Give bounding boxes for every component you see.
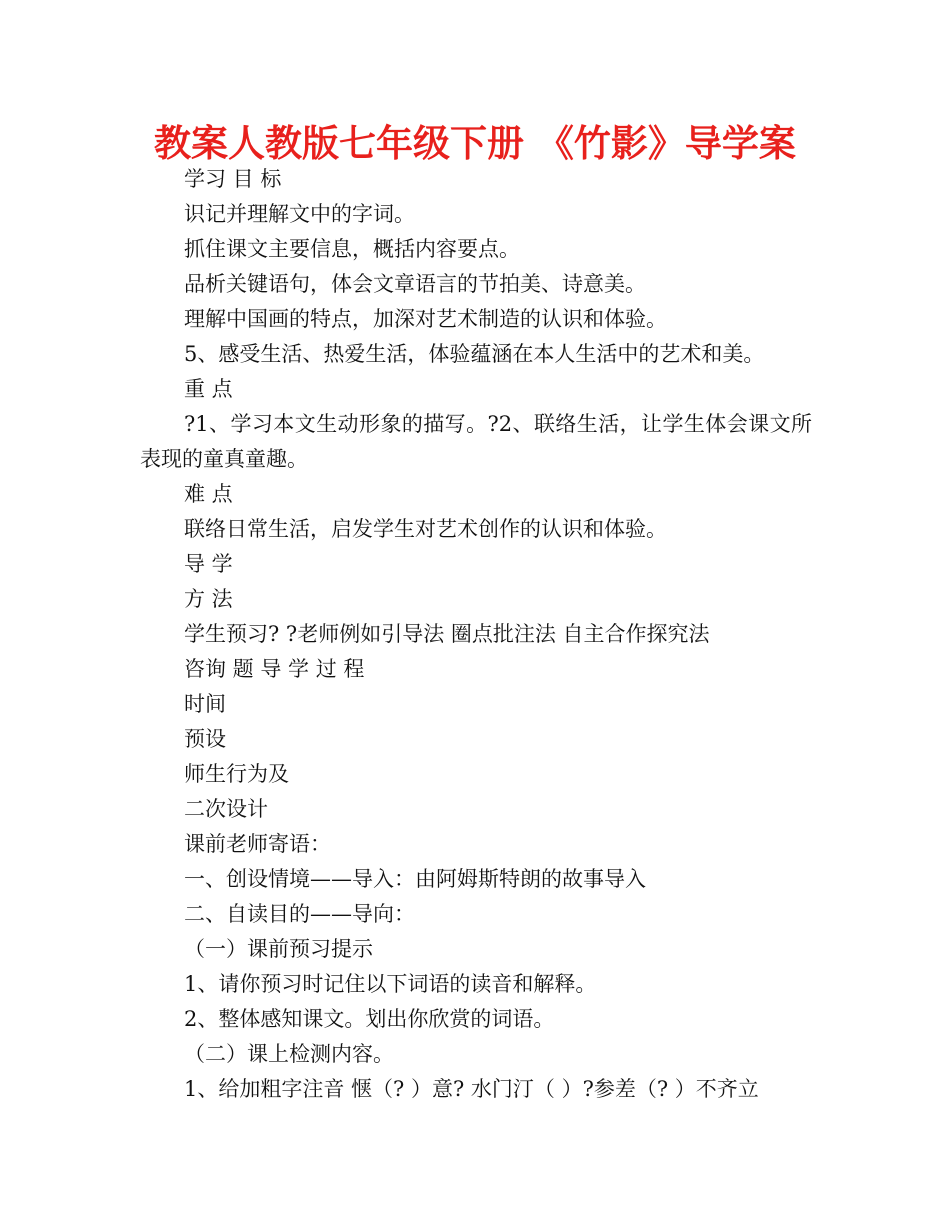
heading-guide: 导 学 xyxy=(184,552,233,576)
document-body xyxy=(140,162,812,1107)
document-title: 教案人教版七年级下册 《竹影》导学案 xyxy=(154,122,796,165)
goal-1: 识记并理解文中的字词。 xyxy=(184,202,415,226)
preview-item-1: 1、请你预习时记住以下词语的读音和解释。 xyxy=(184,972,597,996)
goal-3: 品析关键语句，体会文章语言的节拍美、诗意美。 xyxy=(184,272,646,296)
subsection-1: （一）课前预习提示 xyxy=(184,937,373,961)
goal-2: 抓住课文主要信息，概括内容要点。 xyxy=(184,237,520,261)
label-second-design: 二次设计 xyxy=(184,797,268,821)
section-1: 一、创设情境——导入：由阿姆斯特朗的故事导入 xyxy=(184,867,646,891)
subsection-2: （二）课上检测内容。 xyxy=(184,1042,394,1066)
preview-item-2: 2、整体感知课文。划出你欣赏的词语。 xyxy=(184,1007,555,1031)
heading-learning-goals: 学习 目 标 xyxy=(184,167,282,191)
heading-process: 咨询 题 导 学 过 程 xyxy=(184,657,365,681)
goal-5: 5、感受生活、热爱生活，体验蕴涵在本人生活中的艺术和美。 xyxy=(184,342,765,366)
teacher-message: 课前老师寄语： xyxy=(184,832,331,856)
label-time: 时间 xyxy=(184,692,226,716)
test-item-1: 1、给加粗字注音 惬（? ）意? 水门汀（ ）?参差（? ）不齐立 xyxy=(184,1077,759,1101)
label-behavior: 师生行为及 xyxy=(184,762,289,786)
key-points-text: ?1、学习本文生动形象的描写。?2、联络生活，让学生体会课文所表现的童真童趣。 xyxy=(140,412,812,471)
heading-difficulties: 难 点 xyxy=(184,482,233,506)
section-2: 二、自读目的——导向： xyxy=(184,902,415,926)
label-preset: 预设 xyxy=(184,727,226,751)
goal-4: 理解中国画的特点，加深对艺术制造的认识和体验。 xyxy=(184,307,667,331)
method-text: 学生预习? ?老师例如引导法 圈点批注法 自主合作探究法 xyxy=(184,622,710,646)
heading-key-points: 重 点 xyxy=(184,377,233,401)
difficulties-text: 联络日常生活，启发学生对艺术创作的认识和体验。 xyxy=(184,517,667,541)
heading-method: 方 法 xyxy=(184,587,233,611)
